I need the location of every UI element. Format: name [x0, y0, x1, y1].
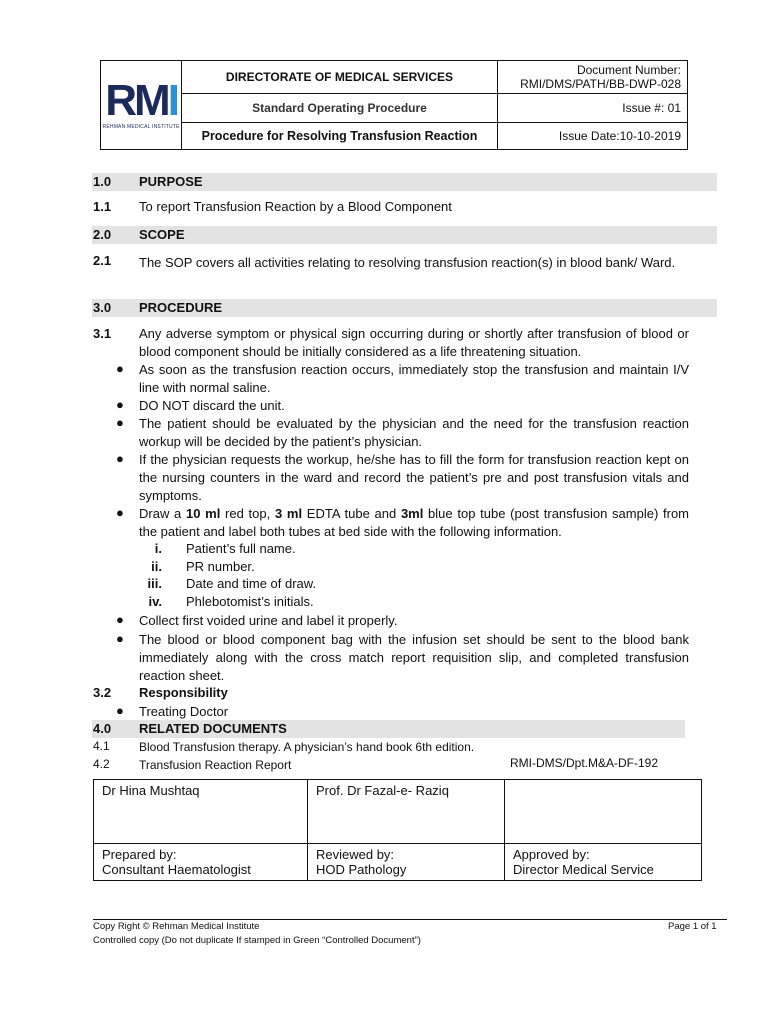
document-number: RMI/DMS/PATH/BB-DWP-028 — [520, 77, 681, 91]
responsibility-title: Responsibility — [139, 685, 228, 700]
section-bar-scope — [92, 226, 717, 244]
text-run-bold: 10 ml — [186, 506, 221, 521]
label-item-initials: Phlebotomist’s initials. — [186, 594, 314, 609]
bullet-icon: ● — [116, 612, 124, 627]
section-title-purpose: PURPOSE — [139, 174, 203, 189]
role-label: Prepared by: — [102, 847, 177, 862]
signature-name-approved — [505, 780, 702, 844]
section-number: 4.0 — [93, 721, 112, 736]
logo-cell — [101, 61, 182, 150]
roman-numeral: i. — [154, 541, 162, 556]
bullet-do-not-discard: DO NOT discard the unit. — [139, 398, 285, 413]
section-number: 2.0 — [93, 227, 112, 242]
item-number: 1.1 — [93, 199, 112, 214]
label-item-name: Patient’s full name. — [186, 541, 296, 556]
directorate-title: DIRECTORATE OF MEDICAL SERVICES — [182, 61, 498, 94]
sop-title: Standard Operating Procedure — [182, 94, 498, 123]
section-title-scope: SCOPE — [139, 227, 185, 242]
bullet-urine: Collect first voided urine and label it properly. — [139, 613, 398, 628]
related-doc-handbook: Blood Transfusion therapy. A physician’s hand book 6th edition. — [139, 740, 475, 754]
roman-numeral: iv. — [148, 594, 162, 609]
signature-role-approved — [505, 844, 702, 881]
header-table — [100, 60, 688, 150]
logo-subtitle: REHMAN MEDICAL INSTITUTE — [102, 124, 180, 130]
item-number: 2.1 — [93, 253, 112, 268]
text-run: Draw a — [139, 506, 186, 521]
document-number-label: Document Number: — [576, 63, 681, 77]
footer-divider — [93, 919, 727, 920]
signature-name-prepared: Dr Hina Mushtaq — [94, 780, 308, 844]
text-run-bold: 3ml — [400, 506, 424, 521]
bullet-icon: ● — [116, 703, 124, 718]
bullet-icon: ● — [116, 451, 124, 466]
issue-number: Issue #: 01 — [497, 94, 687, 123]
label-item-date: Date and time of draw. — [186, 576, 317, 591]
section-title-related-documents: RELATED DOCUMENTS — [139, 721, 287, 736]
signature-role-prepared — [94, 844, 308, 881]
bullet-icon: ● — [116, 397, 124, 412]
bullet-icon: ● — [116, 631, 124, 646]
bullet-stop-transfusion: As soon as the transfusion reaction occurs, immediately stop the transfusion and maintain I/V line with normal saline. — [139, 362, 689, 395]
item-number: 4.1 — [93, 739, 110, 753]
logo-letters — [103, 76, 180, 125]
rmi-logo — [102, 76, 180, 130]
issue-date: Issue Date:10-10-2019 — [497, 123, 687, 150]
text-run: blue top tube (post transfusion sample) from the patient and label both tubes at bed side with the following information. — [139, 506, 690, 539]
signature-name-reviewed: Prof. Dr Fazal-e- Raziq — [308, 780, 505, 844]
related-doc-report: Transfusion Reaction Report — [139, 758, 292, 772]
bullet-treating-doctor: Treating Doctor — [139, 704, 229, 719]
footer-page-number: Page 1 of 1 — [668, 921, 717, 932]
role-label: Approved by: — [513, 847, 590, 862]
role-label: Reviewed by: — [316, 847, 395, 862]
logo-text: RM — [105, 76, 168, 125]
bullet-icon: ● — [116, 505, 124, 520]
scope-text: The SOP covers all activities relating to resolving transfusion reaction(s) in blood bank/ Ward. — [139, 255, 676, 270]
roman-numeral: ii. — [151, 559, 162, 574]
bullet-icon: ● — [116, 361, 124, 376]
role-name: Consultant Haematologist — [102, 862, 251, 877]
bullet-icon: ● — [116, 415, 124, 430]
text-run-bold: 3 ml — [274, 506, 303, 521]
bullet-physician-evaluation: The patient should be evaluated by the physician and the need for the transfusion reaction workup will be decided by the patient’s physician. — [139, 416, 689, 449]
section-number: 3.0 — [93, 300, 112, 315]
label-item-pr: PR number. — [186, 559, 255, 574]
footer-copyright: Copy Right © Rehman Medical Institute — [93, 921, 260, 932]
role-name: Director Medical Service — [513, 862, 654, 877]
section-title-procedure: PROCEDURE — [139, 300, 223, 315]
procedure-intro: Any adverse symptom or physical sign occurring during or shortly after transfusion of blood or blood component should be initially considered as a life threatening situation. — [139, 326, 689, 359]
bullet-draw-samples — [139, 505, 689, 541]
document-number-cell — [497, 61, 687, 94]
section-number: 1.0 — [93, 174, 112, 189]
item-number: 3.1 — [93, 326, 112, 341]
bullet-workup-form: If the physician requests the workup, he/she has to fill the form for transfusion reaction kept on the nursing counters in the ward and record the patient’s pre and post transfusion vitals and symptoms. — [139, 452, 689, 503]
text-run: EDTA tube and — [302, 506, 401, 521]
footer-controlled-copy: Controlled copy (Do not duplicate If stamped in Green “Controlled Document”) — [93, 935, 421, 946]
role-name: HOD Pathology — [316, 862, 407, 877]
item-number: 4.2 — [93, 757, 110, 771]
logo-letter-i: I — [167, 76, 177, 125]
text-run: red top, — [220, 506, 275, 521]
signature-role-reviewed — [308, 844, 505, 881]
bullet-send-bag: The blood or blood component bag with the infusion set should be sent to the blood bank immediately along with the cross match report requisition slip, and completed transfusion reaction sheet. — [139, 632, 689, 683]
related-doc-ref: RMI-DMS/Dpt.M&A-DF-192 — [510, 756, 659, 770]
roman-numeral: iii. — [147, 576, 162, 591]
purpose-text: To report Transfusion Reaction by a Blood Component — [139, 199, 452, 214]
procedure-title: Procedure for Resolving Transfusion Reaction — [182, 123, 498, 150]
item-number: 3.2 — [93, 685, 112, 700]
signature-table — [93, 779, 702, 881]
